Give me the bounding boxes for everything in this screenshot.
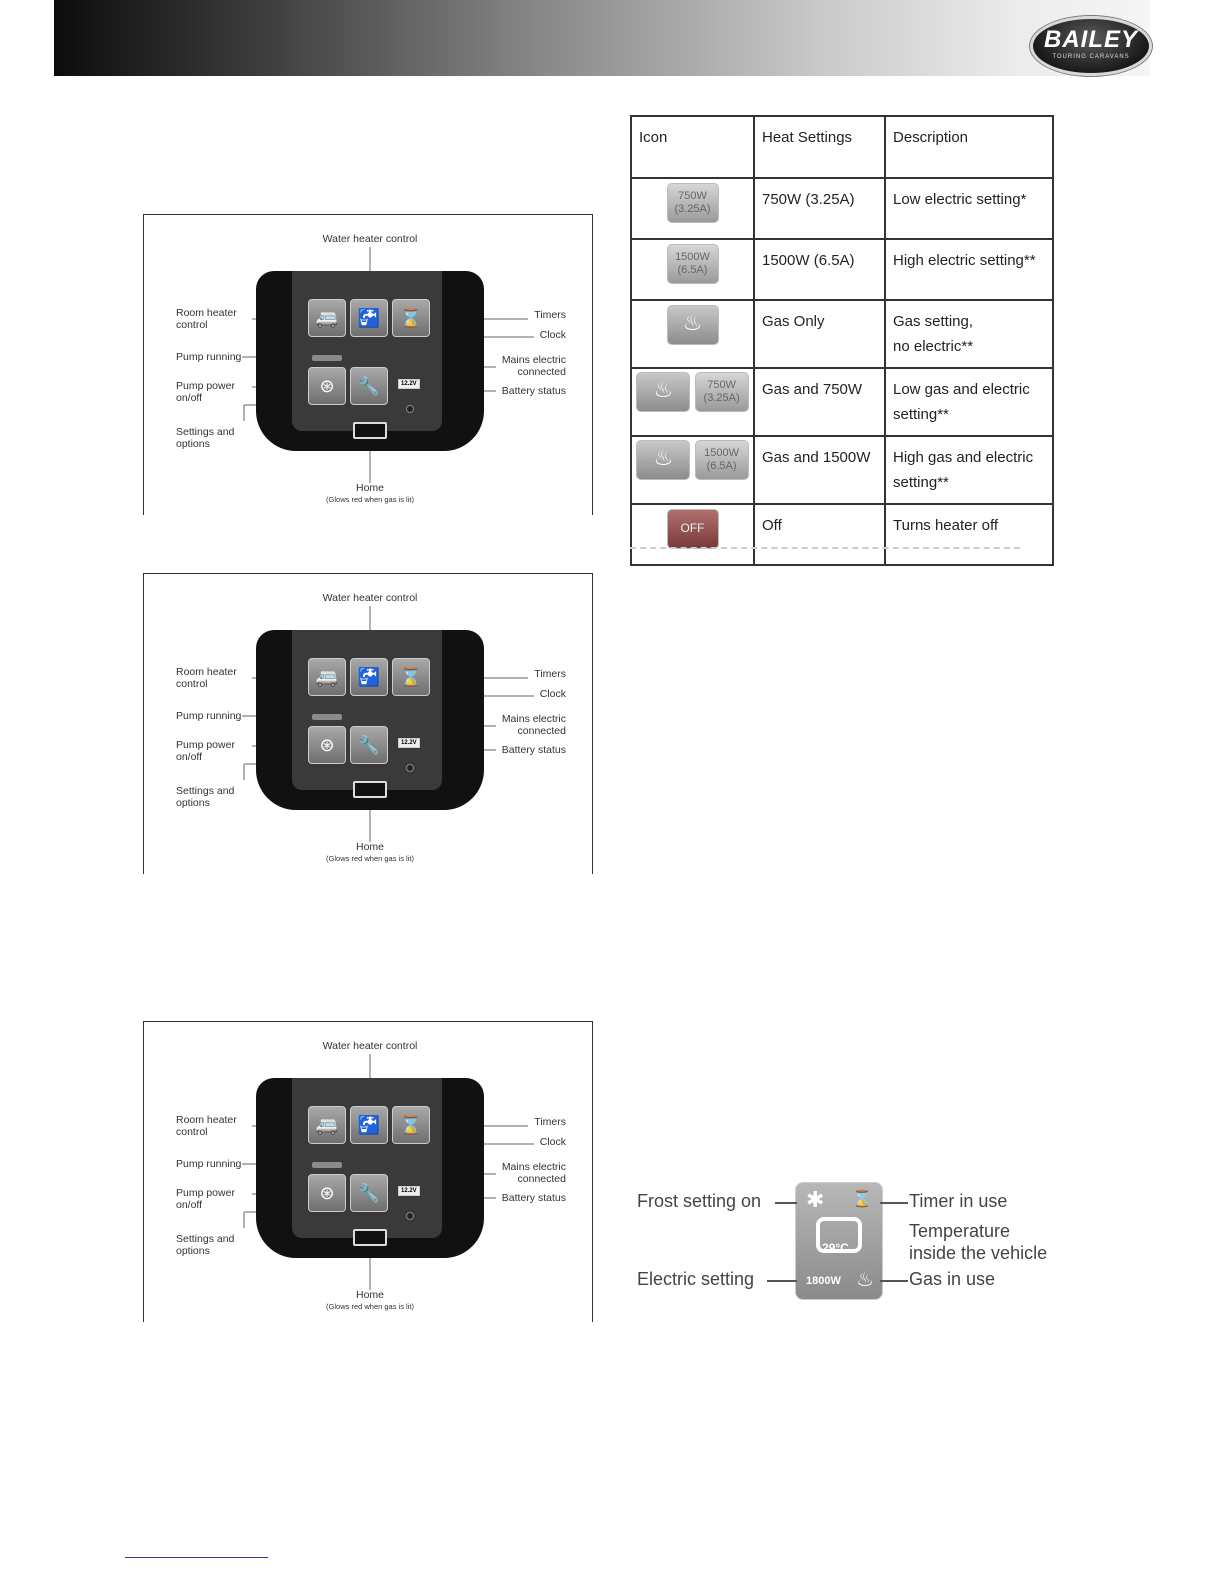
label-battery-status: Battery status: [501, 744, 566, 756]
label-gas-in-use: Gas in use: [909, 1269, 996, 1289]
control-panel-screen: [292, 630, 442, 790]
label-pump-running: Pump running: [176, 710, 242, 722]
logo-tagline: TOURING CARAVANS: [1052, 54, 1130, 60]
home-button[interactable]: [353, 1229, 387, 1246]
setting-cell: Gas Only: [754, 300, 885, 368]
header-heat-settings: Heat Settings: [754, 116, 885, 178]
pump-running-indicator: [312, 355, 342, 361]
label-water-heater-control: Water heater control: [322, 233, 418, 245]
label-mains-2: connected: [517, 366, 566, 378]
setting-cell: 1500W (6.5A): [754, 239, 885, 300]
home-button[interactable]: [353, 422, 387, 439]
label-electric-setting: Electric setting: [637, 1269, 755, 1289]
pump-running-indicator: [312, 714, 342, 720]
leader-line: [775, 1202, 797, 1204]
label-settings-1: Settings and: [176, 785, 235, 797]
label-room-heater-2: control: [176, 1126, 208, 1138]
header-description: Description: [885, 116, 1053, 178]
control-panel-screen: [292, 271, 442, 431]
snowflake-icon: ✱: [806, 1187, 825, 1212]
table-row: [631, 504, 1053, 565]
1500w-chip-icon: 1500W (6.5A): [667, 244, 719, 284]
wattage-value: 1800W: [806, 1275, 841, 1287]
label-temperature-1: Temperature: [909, 1221, 1011, 1241]
label-home-note: (Glows red when gas is lit): [326, 854, 414, 863]
label-temperature-2: inside the vehicle: [909, 1243, 1048, 1263]
footer-link-underline[interactable]: [125, 1557, 268, 1558]
room-heater-button[interactable]: 🚐: [308, 299, 346, 337]
icon-cell: [631, 239, 754, 300]
control-panel-diagram-1: [143, 214, 593, 515]
label-room-heater-1: Room heater: [176, 1114, 237, 1126]
description-cell: High electric setting**: [885, 239, 1053, 300]
label-home: Home: [355, 841, 385, 853]
room-heater-button[interactable]: 🚐: [308, 658, 346, 696]
label-mains-1: Mains electric: [501, 1161, 566, 1173]
label-mains-2: connected: [517, 1173, 566, 1185]
home-button[interactable]: [353, 781, 387, 798]
dashed-divider: [630, 547, 1020, 549]
pump-power-button[interactable]: ⊛: [308, 367, 346, 405]
table-row: [631, 368, 1053, 436]
setting-cell: Gas and 750W: [754, 368, 885, 436]
label-room-heater-1: Room heater: [176, 307, 237, 319]
temperature-value: 29°C: [822, 1241, 849, 1255]
status-led: [406, 1212, 414, 1220]
status-led: [406, 405, 414, 413]
battery-status-display: 12.2V: [398, 379, 420, 389]
timer-button[interactable]: ⌛: [392, 1106, 430, 1144]
label-settings-2: options: [176, 1245, 210, 1257]
label-water-heater-control: Water heater control: [322, 592, 418, 604]
off-chip-icon: OFF: [667, 509, 719, 549]
1500w-chip-icon: 1500W (6.5A): [695, 440, 749, 480]
label-timer-in-use: Timer in use: [909, 1191, 1008, 1211]
label-room-heater-1: Room heater: [176, 666, 237, 678]
hourglass-icon: ⌛: [852, 1191, 872, 1208]
label-pump-power-2: on/off: [176, 1199, 203, 1211]
label-settings-1: Settings and: [176, 426, 235, 438]
header-bar: [54, 0, 1150, 76]
timer-button[interactable]: ⌛: [392, 658, 430, 696]
flame-chip-icon: ♨: [667, 305, 719, 345]
icon-cell: [631, 504, 754, 565]
battery-status-display: 12.2V: [398, 1186, 420, 1196]
description-cell: Low gas and electric setting**: [885, 368, 1053, 436]
timer-button[interactable]: ⌛: [392, 299, 430, 337]
table-header-row: [631, 116, 1053, 178]
label-clock: Clock: [539, 1136, 566, 1148]
label-timers: Timers: [534, 1116, 566, 1128]
description-cell: Gas setting, no electric**: [885, 300, 1053, 368]
control-panel-screen: [292, 1078, 442, 1238]
label-home: Home: [355, 482, 385, 494]
label-pump-running: Pump running: [176, 351, 242, 363]
setting-cell: 750W (3.25A): [754, 178, 885, 239]
label-water-heater-control: Water heater control: [322, 1040, 418, 1052]
flame-chip-icon: ♨: [636, 440, 690, 480]
label-home-note: (Glows red when gas is lit): [326, 495, 414, 504]
description-cell: Turns heater off: [885, 504, 1053, 565]
settings-button[interactable]: 🔧: [350, 367, 388, 405]
label-clock: Clock: [539, 688, 566, 700]
label-settings-2: options: [176, 797, 210, 809]
label-home-note: (Glows red when gas is lit): [326, 1302, 414, 1311]
label-pump-running: Pump running: [176, 1158, 242, 1170]
setting-cell: Gas and 1500W: [754, 436, 885, 504]
label-settings-1: Settings and: [176, 1233, 235, 1245]
label-mains-1: Mains electric: [501, 713, 566, 725]
bailey-logo: [1030, 16, 1152, 76]
settings-button[interactable]: 🔧: [350, 726, 388, 764]
label-room-heater-2: control: [176, 678, 208, 690]
table-row: [631, 239, 1053, 300]
setting-cell: Off: [754, 504, 885, 565]
label-mains-2: connected: [517, 725, 566, 737]
label-pump-power-1: Pump power: [176, 739, 235, 751]
description-cell: Low electric setting*: [885, 178, 1053, 239]
pump-running-indicator: [312, 1162, 342, 1168]
label-home: Home: [355, 1289, 385, 1301]
750w-chip-icon: 750W (3.25A): [695, 372, 749, 412]
label-clock: Clock: [539, 329, 566, 341]
icon-cell: [631, 368, 754, 436]
leader-line: [880, 1280, 908, 1282]
room-heater-button[interactable]: 🚐: [308, 1106, 346, 1144]
label-pump-power-2: on/off: [176, 392, 203, 404]
status-led: [406, 764, 414, 772]
750w-chip-icon: 750W (3.25A): [667, 183, 719, 223]
logo-brand: BAILEY: [1043, 26, 1138, 53]
flame-chip-icon: ♨: [636, 372, 690, 412]
label-battery-status: Battery status: [501, 385, 566, 397]
water-heater-button[interactable]: 🚰: [350, 299, 388, 337]
label-timers: Timers: [534, 668, 566, 680]
leader-line: [880, 1202, 908, 1204]
settings-button[interactable]: 🔧: [350, 1174, 388, 1212]
icon-cell: [631, 300, 754, 368]
table-row: [631, 300, 1053, 368]
header-icon: Icon: [631, 116, 754, 178]
control-panel-diagram-2: [143, 573, 593, 874]
flame-icon: ♨: [856, 1269, 874, 1291]
water-heater-button[interactable]: 🚰: [350, 1106, 388, 1144]
label-battery-status: Battery status: [501, 1192, 566, 1204]
label-frost-setting: Frost setting on: [637, 1191, 762, 1211]
table-row: [631, 178, 1053, 239]
table-row: [631, 436, 1053, 504]
pump-power-button[interactable]: ⊛: [308, 726, 346, 764]
label-settings-2: options: [176, 438, 210, 450]
control-panel-diagram-3: [143, 1021, 593, 1322]
label-room-heater-2: control: [176, 319, 208, 331]
pump-power-button[interactable]: ⊛: [308, 1174, 346, 1212]
description-cell: High gas and electric setting**: [885, 436, 1053, 504]
heat-settings-table: [630, 115, 1054, 566]
label-pump-power-1: Pump power: [176, 380, 235, 392]
label-pump-power-1: Pump power: [176, 1187, 235, 1199]
battery-status-display: 12.2V: [398, 738, 420, 748]
icon-cell: [631, 436, 754, 504]
label-pump-power-2: on/off: [176, 751, 203, 763]
water-heater-button[interactable]: 🚰: [350, 658, 388, 696]
icon-cell: [631, 178, 754, 239]
label-timers: Timers: [534, 309, 566, 321]
room-heater-icon-legend: [795, 1182, 883, 1300]
label-mains-1: Mains electric: [501, 354, 566, 366]
leader-line: [767, 1280, 797, 1282]
